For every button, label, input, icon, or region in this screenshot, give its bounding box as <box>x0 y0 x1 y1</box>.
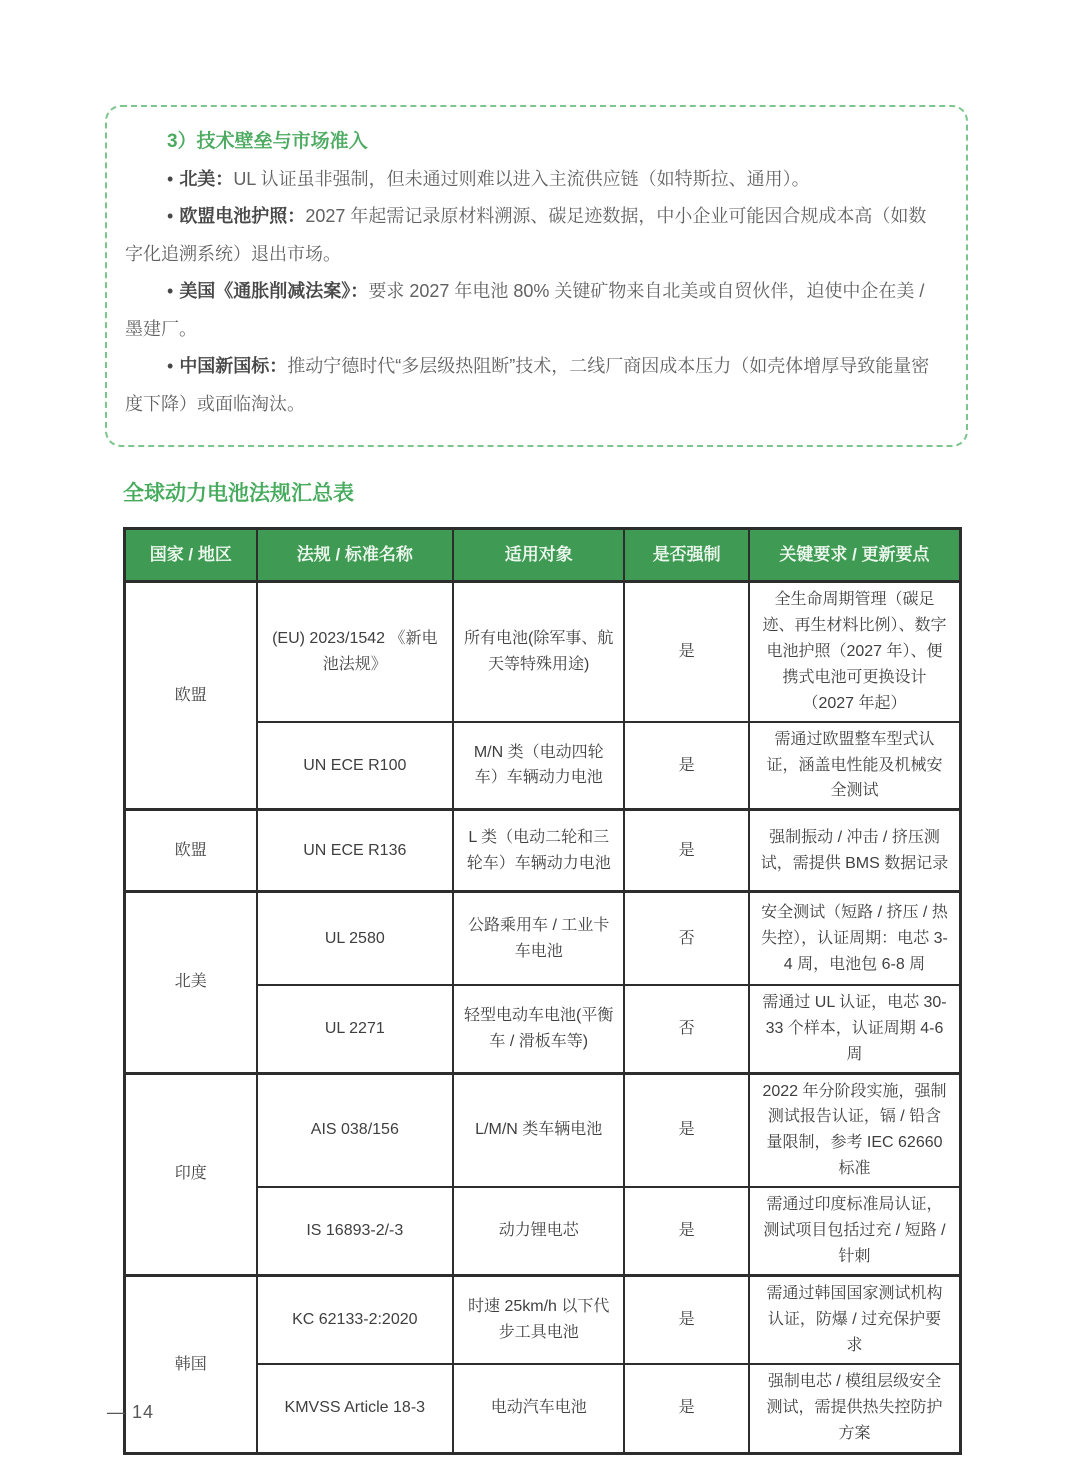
regulation-cell: UL 2271 <box>257 985 453 1073</box>
requirements-cell: 2022 年分阶段实施，强制测试报告认证，镉 / 铅含量限制，参考 IEC 62660 标准 <box>749 1073 961 1187</box>
regulation-cell: UL 2580 <box>257 892 453 985</box>
requirements-cell: 强制电芯 / 模组层级安全测试，需提供热失控防护方案 <box>749 1364 961 1454</box>
scope-cell: 电动汽车电池 <box>453 1364 624 1454</box>
mandatory-cell: 是 <box>624 1364 749 1454</box>
callout-bullet-us-ira <box>125 273 942 348</box>
scope-cell: M/N 类（电动四轮车）车辆动力电池 <box>453 722 624 810</box>
scope-cell: 所有电池(除军事、航天等特殊用途) <box>453 582 624 722</box>
scope-cell: L 类（电动二轮和三轮车）车辆动力电池 <box>453 810 624 892</box>
requirements-cell: 安全测试（短路 / 挤压 / 热失控），认证周期：电芯 3-4 周，电池包 6-8 周 <box>749 892 961 985</box>
table-title: 全球动力电池法规汇总表 <box>123 482 354 506</box>
region-cell: 欧盟 <box>125 582 257 810</box>
mandatory-cell: 否 <box>624 892 749 985</box>
header-requirements: 关键要求 / 更新要点 <box>749 529 961 582</box>
requirements-cell: 需通过欧盟整车型式认证，涵盖电性能及机械安全测试 <box>749 722 961 810</box>
scope-cell: L/M/N 类车辆电池 <box>453 1073 624 1187</box>
bullet-text: UL 认证虽非强制，但未通过则难以进入主流供应链（如特斯拉、通用）。 <box>233 169 810 189</box>
mandatory-cell: 否 <box>624 985 749 1073</box>
bullet-label: 中国新国标： <box>179 356 288 377</box>
region-cell: 韩国 <box>125 1275 257 1453</box>
regulation-cell: KC 62133-2:2020 <box>257 1275 453 1363</box>
table-row <box>125 892 961 985</box>
regulation-cell: IS 16893-2/-3 <box>257 1187 453 1275</box>
table-row <box>125 582 961 722</box>
bullet-marker: • <box>167 206 174 227</box>
bullet-text: 推动宁德时代“多层级热阻断”技术，二线厂商因成本压力（如壳体增厚导致能量密度下降）或面临淘汰。 <box>125 356 930 414</box>
header-regulation: 法规 / 标准名称 <box>257 529 453 582</box>
bullet-label: 北美： <box>179 169 234 189</box>
regulation-cell: AIS 038/156 <box>257 1073 453 1187</box>
table-row <box>125 1073 961 1187</box>
callout-bullet-china-standard <box>125 348 942 423</box>
mandatory-cell: 是 <box>624 810 749 892</box>
requirements-cell: 需通过 UL 认证，电芯 30-33 个样本，认证周期 4-6 周 <box>749 985 961 1073</box>
bullet-marker: • <box>167 281 174 302</box>
bullet-label: 欧盟电池护照： <box>179 206 306 227</box>
callout-bullet-eu-battery-passport <box>125 198 942 273</box>
requirements-cell: 强制振动 / 冲击 / 挤压测试，需提供 BMS 数据记录 <box>749 810 961 892</box>
regulation-cell: (EU) 2023/1542 《新电池法规》 <box>257 582 453 722</box>
header-mandatory: 是否强制 <box>624 529 749 582</box>
scope-cell: 公路乘用车 / 工业卡车电池 <box>453 892 624 985</box>
tech-barriers-callout-box <box>105 105 968 447</box>
scope-cell: 轻型电动车电池(平衡车 / 滑板车等) <box>453 985 624 1073</box>
regulations-table <box>123 527 962 1455</box>
callout-title: 3）技术壁垒与市场准入 <box>167 131 368 152</box>
requirements-cell: 全生命周期管理（碳足迹、再生材料比例）、数字电池护照（2027 年）、便携式电池可更换设计（2027 年起） <box>749 582 961 722</box>
bullet-text: 要求 2027 年电池 80% 关键矿物来自北美或自贸伙伴，迫使中企在美 / 墨建厂。 <box>125 281 925 339</box>
bullet-text: 2027 年起需记录原材料溯源、碳足迹数据，中小企业可能因合规成本高（如数字化追溯系统）退出市场。 <box>125 206 927 264</box>
mandatory-cell: 是 <box>624 582 749 722</box>
scope-cell: 时速 25km/h 以下代步工具电池 <box>453 1275 624 1363</box>
region-cell: 欧盟 <box>125 810 257 892</box>
callout-bullet-north-america <box>125 161 942 198</box>
region-cell: 北美 <box>125 892 257 1073</box>
header-region: 国家 / 地区 <box>125 529 257 582</box>
mandatory-cell: 是 <box>624 1275 749 1363</box>
mandatory-cell: 是 <box>624 1073 749 1187</box>
requirements-cell: 需通过印度标准局认证，测试项目包括过充 / 短路 / 针刺 <box>749 1187 961 1275</box>
header-scope: 适用对象 <box>453 529 624 582</box>
mandatory-cell: 是 <box>624 722 749 810</box>
scope-cell: 动力锂电芯 <box>453 1187 624 1275</box>
regulation-cell: KMVSS Article 18-3 <box>257 1364 453 1454</box>
table-header-row <box>125 529 961 582</box>
regulation-cell: UN ECE R100 <box>257 722 453 810</box>
table-row <box>125 1275 961 1363</box>
region-cell: 印度 <box>125 1073 257 1275</box>
bullet-marker: • <box>167 169 174 189</box>
regulation-cell: UN ECE R136 <box>257 810 453 892</box>
page-number: — 14 <box>107 1402 155 1422</box>
bullet-marker: • <box>167 356 174 377</box>
mandatory-cell: 是 <box>624 1187 749 1275</box>
table-row <box>125 810 961 892</box>
requirements-cell: 需通过韩国国家测试机构认证，防爆 / 过充保护要求 <box>749 1275 961 1363</box>
bullet-label: 美国《通胀削减法案》： <box>179 281 369 302</box>
